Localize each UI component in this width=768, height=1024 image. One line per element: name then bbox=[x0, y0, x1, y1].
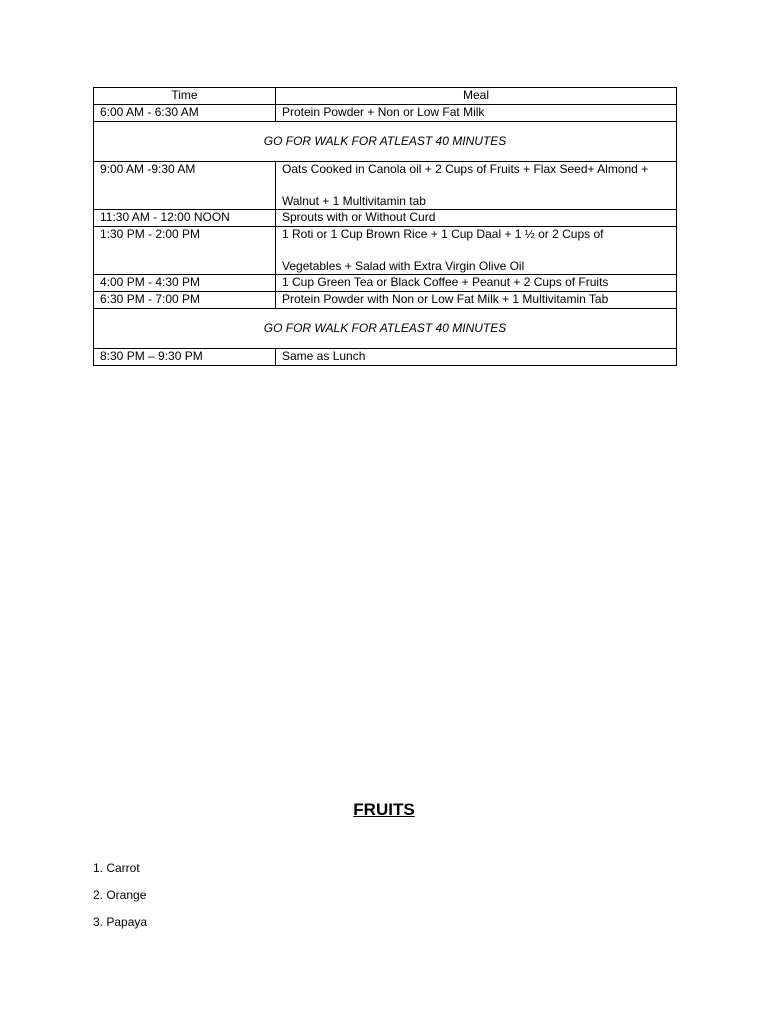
table-header-row bbox=[94, 88, 677, 105]
table-row bbox=[94, 210, 677, 227]
table-row bbox=[94, 105, 677, 122]
meal-line: 1 Roti or 1 Cup Brown Rice + 1 Cup Daal + 1 ½ or 2 Cups of bbox=[282, 227, 604, 241]
walk-row bbox=[94, 309, 677, 349]
list-item: 3. Papaya bbox=[93, 915, 148, 929]
meal-cell bbox=[276, 162, 677, 210]
list-item: 2. Orange bbox=[93, 888, 147, 902]
meal-cell: 1 Cup Green Tea or Black Coffee + Peanut + 2 Cups of Fruits bbox=[276, 275, 677, 292]
meal-schedule-table bbox=[93, 87, 677, 366]
time-cell: 11:30 AM - 12:00 NOON bbox=[94, 210, 276, 227]
table-row bbox=[94, 227, 677, 275]
meal-cell: Sprouts with or Without Curd bbox=[276, 210, 677, 227]
time-column-header: Time bbox=[94, 88, 276, 105]
meal-cell: Same as Lunch bbox=[276, 349, 677, 366]
meal-line: Vegetables + Salad with Extra Virgin Olive Oil bbox=[282, 259, 525, 273]
time-cell: 6:30 PM - 7:00 PM bbox=[94, 292, 276, 309]
walk-instruction: GO FOR WALK FOR ATLEAST 40 MINUTES bbox=[94, 122, 677, 162]
fruits-heading: FRUITS bbox=[353, 800, 415, 819]
table-row bbox=[94, 275, 677, 292]
time-cell: 8:30 PM – 9:30 PM bbox=[94, 349, 276, 366]
meal-cell: Protein Powder with Non or Low Fat Milk + 1 Multivitamin Tab bbox=[276, 292, 677, 309]
table-row bbox=[94, 292, 677, 309]
time-cell: 4:00 PM - 4:30 PM bbox=[94, 275, 276, 292]
meal-cell: Protein Powder + Non or Low Fat Milk bbox=[276, 105, 677, 122]
time-cell: 6:00 AM - 6:30 AM bbox=[94, 105, 276, 122]
walk-row bbox=[94, 122, 677, 162]
meal-cell bbox=[276, 227, 677, 275]
meal-line: Oats Cooked in Canola oil + 2 Cups of Fruits + Flax Seed+ Almond + bbox=[282, 162, 649, 176]
time-cell: 9:00 AM -9:30 AM bbox=[94, 162, 276, 210]
fruit-list bbox=[93, 860, 147, 941]
table-row bbox=[94, 349, 677, 366]
walk-instruction: GO FOR WALK FOR ATLEAST 40 MINUTES bbox=[94, 309, 677, 349]
table-row bbox=[94, 162, 677, 210]
list-item: 1. Carrot bbox=[93, 861, 140, 875]
meal-column-header: Meal bbox=[276, 88, 677, 105]
time-cell: 1:30 PM - 2:00 PM bbox=[94, 227, 276, 275]
meal-line: Walnut + 1 Multivitamin tab bbox=[282, 194, 426, 208]
